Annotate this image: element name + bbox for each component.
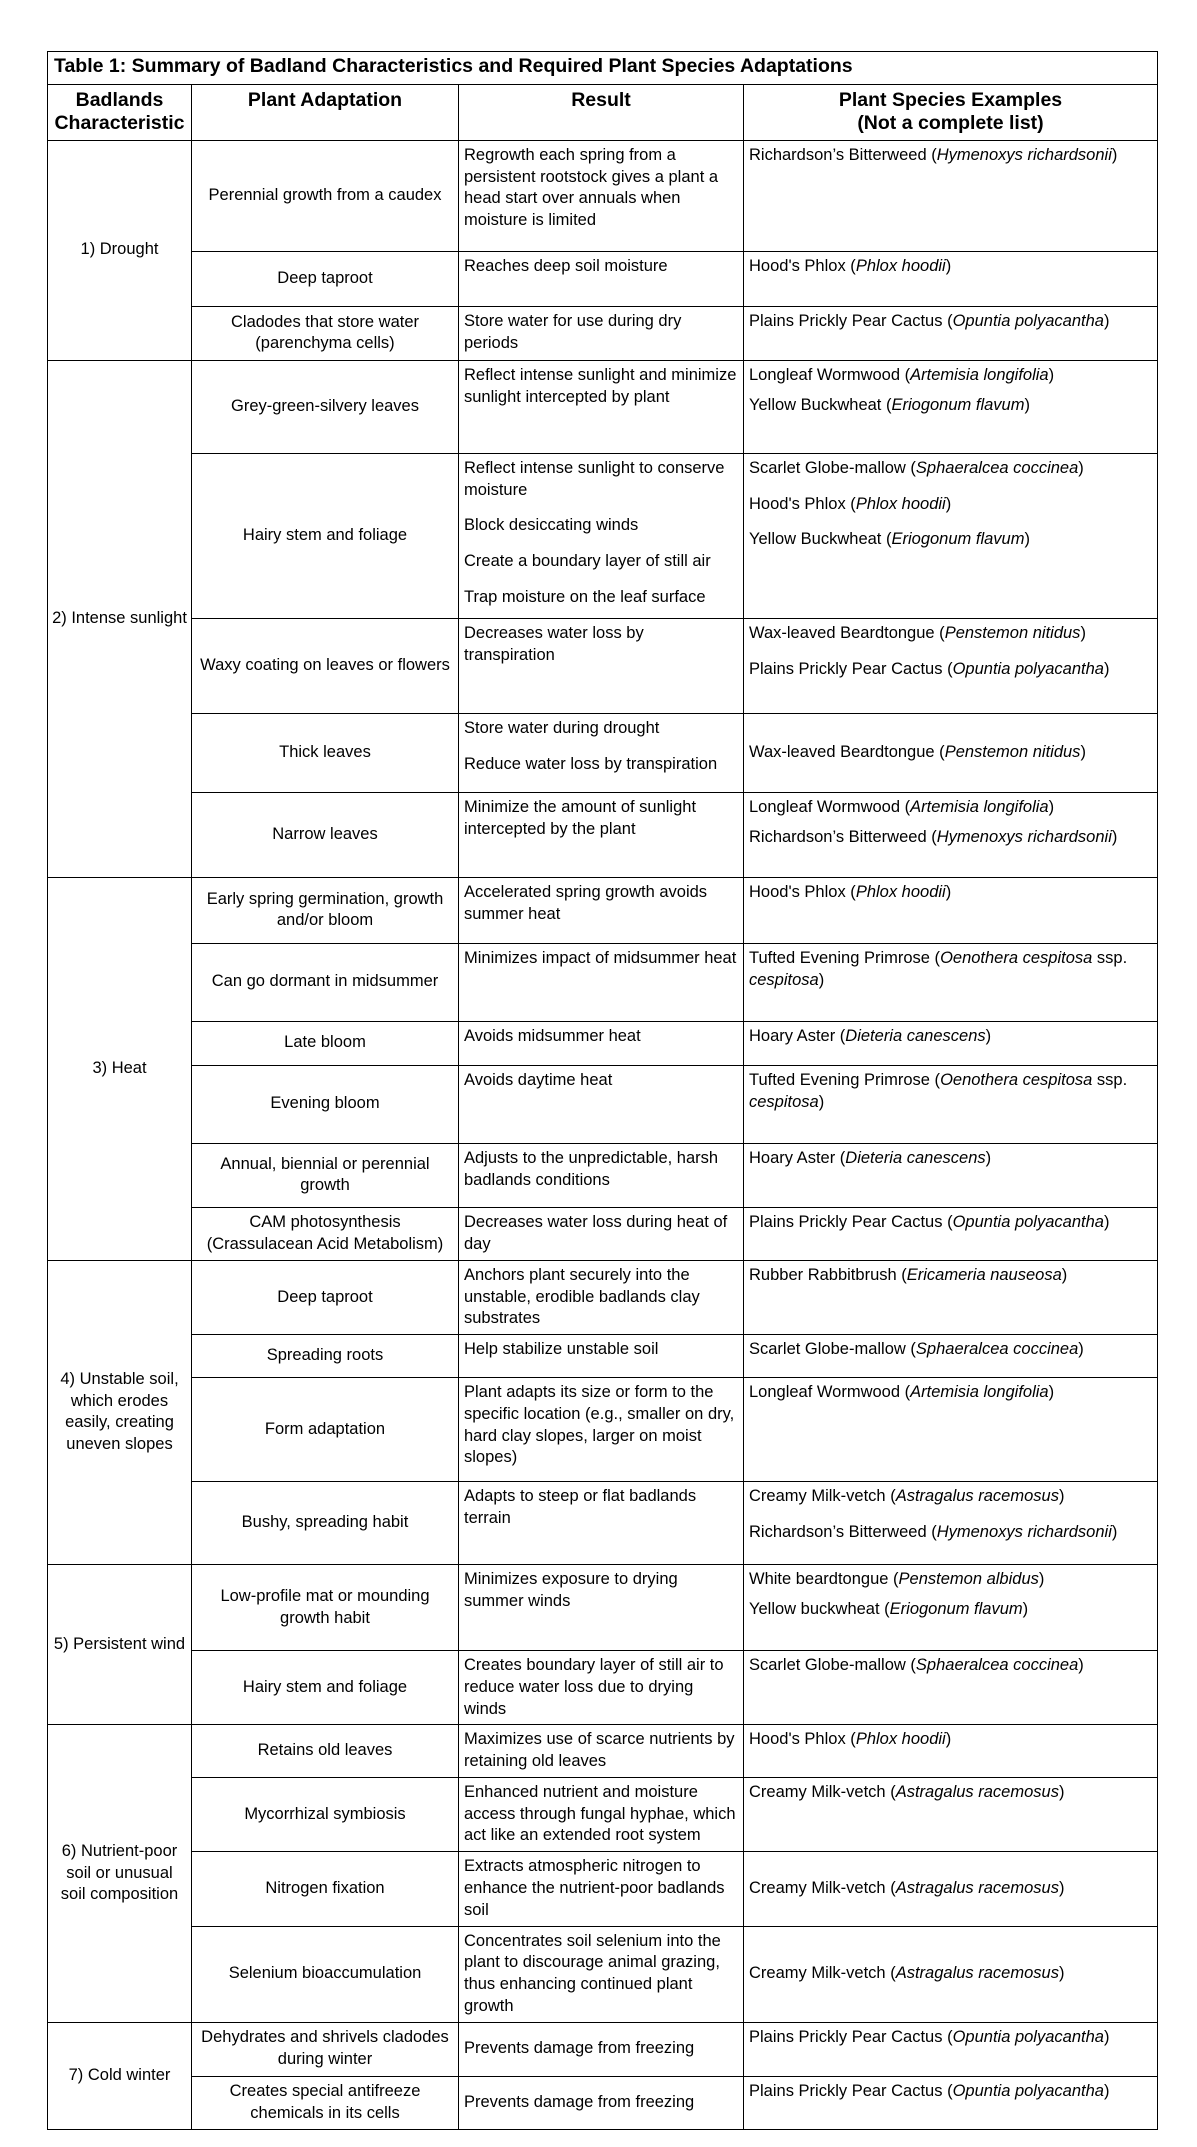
result-line: Maximizes use of scarce nutrients by retaining old leaves (464, 1730, 735, 1771)
species-common: Scarlet Globe-mallow (749, 1340, 906, 1359)
table-row (48, 1725, 1158, 1778)
result-cell (459, 1482, 744, 1565)
species-latin: Dieteria canescens (845, 1148, 986, 1167)
species-cell (744, 1565, 1158, 1651)
table-row (48, 140, 1158, 251)
species-entry: Scarlet Globe-mallow (Sphaeralcea coccinea) (749, 1656, 1084, 1675)
species-latin: Artemisia longifolia (910, 365, 1049, 384)
species-latin: Hymenoxys richardsonii (936, 1522, 1112, 1541)
result-cell (459, 2022, 744, 2076)
species-common: Hoary Aster (749, 1148, 836, 1167)
species-entry: Hoary Aster (Dieteria canescens) (749, 1026, 992, 1045)
species-latin: Hymenoxys richardsonii (936, 145, 1112, 164)
species-common: Yellow Buckwheat (749, 395, 882, 414)
result-cell (459, 2076, 744, 2129)
species-latin: Eriogonum flavum (889, 1599, 1023, 1618)
species-cell (744, 1378, 1158, 1482)
characteristic-cell: 7) Cold winter (48, 2022, 192, 2129)
species-cell (744, 1335, 1158, 1378)
table-row (48, 360, 1158, 453)
table-row (48, 2022, 1158, 2076)
species-common: Richardson’s Bitterweed (749, 827, 927, 846)
species-common: Creamy Milk-vetch (749, 1782, 886, 1801)
species-cell (744, 943, 1158, 1021)
species-latin: Hymenoxys richardsonii (936, 827, 1112, 846)
result-line: Anchors plant securely into the unstable, erodible badlands clay substrates (464, 1265, 700, 1328)
result-cell (459, 1651, 744, 1725)
species-common: White beardtongue (749, 1570, 889, 1589)
species-cell (744, 1852, 1158, 1926)
adaptation-cell: Grey-green-silvery leaves (192, 360, 459, 453)
result-cell (459, 1565, 744, 1651)
adaptation-cell: Late bloom (192, 1021, 459, 1065)
table-row (48, 1777, 1158, 1851)
characteristic-cell: 1) Drought (48, 140, 192, 360)
result-line: Avoids daytime heat (464, 1070, 613, 1089)
species-latin: Sphaeralcea coccinea (915, 458, 1079, 477)
species-common: Longleaf Wormwood (749, 797, 901, 816)
species-entry: Hood's Phlox (Phlox hoodii) (749, 256, 952, 275)
species-entry: Plains Prickly Pear Cactus (Opuntia polyacantha) (749, 1212, 1110, 1231)
result-cell (459, 251, 744, 306)
species-latin: Oenothera cespitosa (940, 1070, 1093, 1089)
species-cell (744, 2022, 1158, 2076)
species-entry: Hood's Phlox (Phlox hoodii) (749, 1730, 952, 1749)
result-cell (459, 1143, 744, 1207)
table-row (48, 2076, 1158, 2129)
table-row (48, 792, 1158, 877)
species-common: Longleaf Wormwood (749, 365, 901, 384)
result-cell (459, 306, 744, 360)
result-cell (459, 618, 744, 713)
species-cell (744, 453, 1158, 618)
species-entry: Plains Prickly Pear Cactus (Opuntia polyacantha) (749, 2081, 1110, 2100)
species-entry: Hoary Aster (Dieteria canescens) (749, 1148, 992, 1167)
species-latin: Penstemon albidus (898, 1570, 1039, 1589)
adaptation-cell: Narrow leaves (192, 792, 459, 877)
result-line: Store water during drought (464, 718, 660, 737)
adaptation-cell: Evening bloom (192, 1065, 459, 1143)
header-characteristic-line-1: Badlands (75, 89, 164, 111)
species-cell (744, 1725, 1158, 1778)
table-row (48, 1335, 1158, 1378)
species-entry: Longleaf Wormwood (Artemisia longifolia) (749, 797, 1055, 816)
species-latin: Astragalus racemosus (895, 1878, 1059, 1897)
species-common: Hood's Phlox (749, 882, 846, 901)
table-row (48, 618, 1158, 713)
adaptation-cell: Selenium bioaccumulation (192, 1926, 459, 2022)
species-entry: Yellow Buckwheat (Eriogonum flavum) (749, 395, 1030, 414)
species-cell (744, 1482, 1158, 1565)
species-common: Scarlet Globe-mallow (749, 458, 906, 477)
species-latin: Astragalus racemosus (895, 1487, 1059, 1506)
species-entry: Richardson’s Bitterweed (Hymenoxys richardsonii) (749, 827, 1118, 846)
header-adaptation: Plant Adaptation (192, 85, 459, 141)
species-cell (744, 360, 1158, 453)
species-cell (744, 1065, 1158, 1143)
header-species-line-1: Plant Species Examples (838, 89, 1063, 111)
species-cell (744, 1143, 1158, 1207)
result-line: Extracts atmospheric nitrogen to enhance the nutrient-poor badlands soil (464, 1857, 725, 1919)
species-entry: Wax-leaved Beardtongue (Penstemon nitidus) (749, 742, 1086, 761)
table-row (48, 306, 1158, 360)
adaptation-cell: CAM photosynthesis (Crassulacean Acid Metabolism) (192, 1207, 459, 1260)
result-line: Accelerated spring growth avoids summer heat (464, 882, 708, 923)
adaptation-cell: Form adaptation (192, 1378, 459, 1482)
characteristic-cell: 5) Persistent wind (48, 1565, 192, 1725)
adaptation-cell: Dehydrates and shrivels cladodes during winter (192, 2022, 459, 2076)
result-line: Trap moisture on the leaf surface (464, 587, 706, 606)
document (47, 51, 1157, 2130)
species-entry: Creamy Milk-vetch (Astragalus racemosus) (749, 1878, 1065, 1897)
table-row (48, 1651, 1158, 1725)
species-cell (744, 792, 1158, 877)
species-latin: Ericameria nauseosa (906, 1265, 1062, 1284)
table-row (48, 1260, 1158, 1334)
species-entry: Rubber Rabbitbrush (Ericameria nauseosa) (749, 1265, 1068, 1284)
species-latin: Phlox hoodii (855, 256, 946, 275)
species-latin: Astragalus racemosus (895, 1964, 1059, 1983)
result-line: Help stabilize unstable soil (464, 1340, 659, 1359)
species-subsp-label: ssp. (1092, 948, 1128, 967)
species-entry: Hood's Phlox (Phlox hoodii) (749, 882, 952, 901)
species-common: Plains Prickly Pear Cactus (749, 2027, 943, 2046)
characteristic-cell: 6) Nutrient-poor soil or unusual soil composition (48, 1725, 192, 2022)
table-row (48, 713, 1158, 792)
adaptation-cell: Mycorrhizal symbiosis (192, 1777, 459, 1851)
result-cell (459, 1207, 744, 1260)
adaptation-cell: Cladodes that store water (parenchyma cells) (192, 306, 459, 360)
species-subsp-label: ssp. (1092, 1070, 1128, 1089)
result-cell (459, 360, 744, 453)
title-row (48, 52, 1158, 85)
result-cell (459, 1926, 744, 2022)
result-line: Decreases water loss during heat of day (464, 1212, 728, 1253)
adaptation-cell: Nitrogen fixation (192, 1852, 459, 1926)
table-row (48, 1378, 1158, 1482)
adaptation-cell: Deep taproot (192, 251, 459, 306)
table-row (48, 1852, 1158, 1926)
characteristic-cell: 2) Intense sunlight (48, 360, 192, 877)
species-common: Hood's Phlox (749, 256, 846, 275)
result-cell (459, 140, 744, 251)
species-latin: Opuntia polyacantha (952, 1212, 1104, 1231)
species-latin: Dieteria canescens (845, 1026, 986, 1045)
species-common: Plains Prickly Pear Cactus (749, 311, 943, 330)
species-common: Richardson’s Bitterweed (749, 145, 927, 164)
species-entry: Tufted Evening Primrose (Oenothera cespitosa ssp. cespitosa) (749, 1070, 1128, 1111)
adaptation-cell: Deep taproot (192, 1260, 459, 1334)
species-entry: Creamy Milk-vetch (Astragalus racemosus) (749, 1782, 1065, 1801)
result-cell (459, 1378, 744, 1482)
adaptation-cell: Hairy stem and foliage (192, 453, 459, 618)
species-entry: Hood's Phlox (Phlox hoodii) (749, 494, 952, 513)
species-common: Hood's Phlox (749, 494, 846, 513)
adaptations-table (47, 51, 1158, 2130)
species-common: Yellow Buckwheat (749, 530, 882, 549)
species-entry: Tufted Evening Primrose (Oenothera cespitosa ssp. cespitosa) (749, 948, 1128, 989)
species-common: Yellow buckwheat (749, 1599, 880, 1618)
result-line: Regrowth each spring from a persistent rootstock gives a plant a head start over annuals when moisture is limited (464, 145, 719, 230)
species-entry: Longleaf Wormwood (Artemisia longifolia) (749, 1383, 1055, 1402)
result-line: Prevents damage from freezing (464, 2039, 695, 2058)
species-latin: Artemisia longifolia (910, 1383, 1049, 1402)
species-cell (744, 306, 1158, 360)
species-common: Scarlet Globe-mallow (749, 1656, 906, 1675)
species-common: Tufted Evening Primrose (749, 1070, 930, 1089)
species-subsp: cespitosa (749, 970, 819, 989)
result-line: Reaches deep soil moisture (464, 256, 668, 275)
result-line: Reduce water loss by transpiration (464, 754, 718, 773)
result-cell (459, 1260, 744, 1334)
species-cell (744, 1021, 1158, 1065)
result-line: Store water for use during dry periods (464, 311, 682, 352)
table-title: Table 1: Summary of Badland Characteristics and Required Plant Species Adaptations (48, 52, 1158, 85)
result-line: Minimizes exposure to drying summer winds (464, 1570, 678, 1610)
result-cell (459, 1065, 744, 1143)
species-entry: Longleaf Wormwood (Artemisia longifolia) (749, 365, 1055, 384)
species-latin: Sphaeralcea coccinea (915, 1340, 1079, 1359)
species-cell (744, 1926, 1158, 2022)
species-entry: Scarlet Globe-mallow (Sphaeralcea coccinea) (749, 458, 1084, 477)
result-line: Decreases water loss by transpiration (464, 623, 644, 664)
species-latin: Opuntia polyacantha (952, 311, 1104, 330)
species-entry: Plains Prickly Pear Cactus (Opuntia polyacantha) (749, 311, 1110, 330)
result-line: Enhanced nutrient and moisture access through fungal hyphae, which act like an extended root system (464, 1782, 736, 1845)
adaptation-cell: Perennial growth from a caudex (192, 140, 459, 251)
adaptation-cell: Spreading roots (192, 1335, 459, 1378)
result-cell (459, 713, 744, 792)
species-latin: Eriogonum flavum (891, 530, 1025, 549)
species-entry: Plains Prickly Pear Cactus (Opuntia polyacantha) (749, 2027, 1110, 2046)
species-common: Creamy Milk-vetch (749, 1964, 886, 1983)
result-line: Minimize the amount of sunlight intercepted by the plant (464, 797, 697, 838)
species-common: Wax-leaved Beardtongue (749, 623, 935, 642)
result-line: Create a boundary layer of still air (464, 552, 711, 571)
species-latin: Opuntia polyacantha (952, 2081, 1104, 2100)
characteristic-cell: 4) Unstable soil, which erodes easily, creating uneven slopes (48, 1260, 192, 1564)
species-cell (744, 1207, 1158, 1260)
species-cell (744, 618, 1158, 713)
result-line: Block desiccating winds (464, 516, 639, 535)
result-line: Reflect intense sunlight to conserve moisture (464, 458, 725, 499)
species-latin: Eriogonum flavum (891, 395, 1025, 414)
species-common: Hoary Aster (749, 1026, 836, 1045)
species-entry: Creamy Milk-vetch (Astragalus racemosus) (749, 1964, 1065, 1983)
table-row (48, 1565, 1158, 1651)
species-cell (744, 140, 1158, 251)
header-species (744, 85, 1158, 141)
adaptation-cell: Hairy stem and foliage (192, 1651, 459, 1725)
adaptation-cell: Low-profile mat or mounding growth habit (192, 1565, 459, 1651)
result-line: Adapts to steep or flat badlands terrain (464, 1487, 697, 1527)
result-cell (459, 1852, 744, 1926)
species-entry: Creamy Milk-vetch (Astragalus racemosus) (749, 1487, 1065, 1506)
table-row (48, 251, 1158, 306)
species-common: Rubber Rabbitbrush (749, 1265, 897, 1284)
result-line: Creates boundary layer of still air to reduce water loss due to drying winds (464, 1656, 724, 1718)
species-entry: Richardson’s Bitterweed (Hymenoxys richardsonii) (749, 1522, 1118, 1541)
header-characteristic-line-2: Characteristic (54, 112, 185, 135)
species-common: Plains Prickly Pear Cactus (749, 1212, 943, 1231)
species-latin: Astragalus racemosus (895, 1782, 1059, 1801)
result-line: Reflect intense sunlight and minimize sunlight intercepted by plant (464, 365, 737, 406)
species-common: Richardson’s Bitterweed (749, 1522, 927, 1541)
adaptation-cell: Bushy, spreading habit (192, 1482, 459, 1565)
result-cell (459, 943, 744, 1021)
species-common: Plains Prickly Pear Cactus (749, 2081, 943, 2100)
species-common: Creamy Milk-vetch (749, 1878, 886, 1897)
species-common: Longleaf Wormwood (749, 1383, 901, 1402)
table-row (48, 877, 1158, 943)
species-latin: Phlox hoodii (855, 882, 946, 901)
table-row (48, 1926, 1158, 2022)
result-cell (459, 792, 744, 877)
table-row (48, 1207, 1158, 1260)
result-cell (459, 877, 744, 943)
species-latin: Phlox hoodii (855, 1730, 946, 1749)
header-species-line-2: (Not a complete list) (857, 112, 1044, 135)
species-latin: Sphaeralcea coccinea (915, 1656, 1079, 1675)
header-characteristic (48, 85, 192, 141)
table-row (48, 1021, 1158, 1065)
species-entry: Richardson’s Bitterweed (Hymenoxys richardsonii) (749, 145, 1118, 164)
species-common: Creamy Milk-vetch (749, 1487, 886, 1506)
result-cell (459, 1777, 744, 1851)
result-cell (459, 453, 744, 618)
species-cell (744, 1260, 1158, 1334)
species-latin: Opuntia polyacantha (952, 659, 1104, 678)
result-cell (459, 1021, 744, 1065)
species-latin: Penstemon nitidus (944, 623, 1081, 642)
species-common: Hood's Phlox (749, 1730, 846, 1749)
species-latin: Phlox hoodii (855, 494, 946, 513)
species-cell (744, 713, 1158, 792)
species-common: Plains Prickly Pear Cactus (749, 659, 943, 678)
species-latin: Oenothera cespitosa (940, 948, 1093, 967)
result-cell (459, 1725, 744, 1778)
adaptation-cell: Retains old leaves (192, 1725, 459, 1778)
table-row (48, 1482, 1158, 1565)
species-cell (744, 877, 1158, 943)
species-latin: Artemisia longifolia (910, 797, 1049, 816)
table-row (48, 943, 1158, 1021)
adaptation-cell: Waxy coating on leaves or flowers (192, 618, 459, 713)
adaptation-cell: Thick leaves (192, 713, 459, 792)
species-common: Tufted Evening Primrose (749, 948, 930, 967)
species-cell (744, 251, 1158, 306)
species-subsp: cespitosa (749, 1092, 819, 1111)
characteristic-cell: 3) Heat (48, 877, 192, 1260)
header-result: Result (459, 85, 744, 141)
table-row (48, 453, 1158, 618)
species-cell (744, 1651, 1158, 1725)
species-cell (744, 1777, 1158, 1851)
species-entry: Wax-leaved Beardtongue (Penstemon nitidus) (749, 623, 1086, 642)
species-common: Wax-leaved Beardtongue (749, 742, 935, 761)
species-entry: White beardtongue (Penstemon albidus) (749, 1570, 1045, 1589)
adaptation-cell: Can go dormant in midsummer (192, 943, 459, 1021)
species-latin: Penstemon nitidus (944, 742, 1081, 761)
adaptation-cell: Early spring germination, growth and/or bloom (192, 877, 459, 943)
species-entry: Yellow Buckwheat (Eriogonum flavum) (749, 530, 1030, 549)
species-entry: Yellow buckwheat (Eriogonum flavum) (749, 1599, 1029, 1618)
result-line: Adjusts to the unpredictable, harsh badlands conditions (464, 1148, 719, 1189)
table-row (48, 1065, 1158, 1143)
result-line: Prevents damage from freezing (464, 2092, 695, 2111)
result-line: Avoids midsummer heat (464, 1026, 641, 1045)
species-entry: Scarlet Globe-mallow (Sphaeralcea coccinea) (749, 1340, 1084, 1359)
result-line: Plant adapts its size or form to the specific location (e.g., smaller on dry, hard clay slopes, larger on moist slopes) (464, 1383, 735, 1467)
adaptation-cell: Creates special antifreeze chemicals in its cells (192, 2076, 459, 2129)
adaptation-cell: Annual, biennial or perennial growth (192, 1143, 459, 1207)
species-latin: Opuntia polyacantha (952, 2027, 1104, 2046)
result-line: Minimizes impact of midsummer heat (464, 948, 737, 967)
species-entry: Plains Prickly Pear Cactus (Opuntia polyacantha) (749, 659, 1110, 678)
species-cell (744, 2076, 1158, 2129)
result-line: Concentrates soil selenium into the plant to discourage animal grazing, thus enhancing continued plant growth (464, 1931, 721, 2015)
header-row (48, 85, 1158, 141)
result-cell (459, 1335, 744, 1378)
table-row (48, 1143, 1158, 1207)
